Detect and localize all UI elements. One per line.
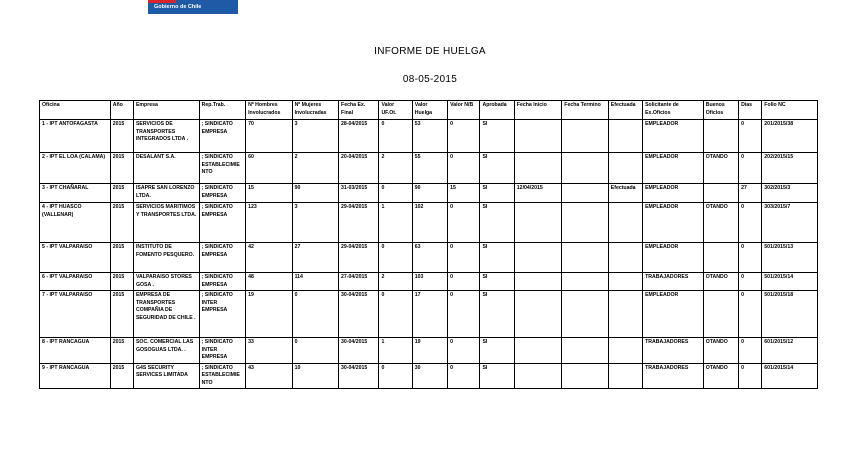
table-cell: TRABAJADORES	[643, 273, 704, 291]
strike-report-table	[39, 100, 818, 389]
table-cell: ; SINDICATO ESTABLECIMIENTO	[199, 153, 245, 184]
table-cell: 103	[412, 273, 447, 291]
col-header: Valor N/B	[448, 101, 480, 120]
logo-red-bar	[148, 0, 176, 3]
table-cell: EMPLEADOR	[643, 203, 704, 243]
table-cell: 601/2015/14	[762, 363, 818, 389]
table-cell	[562, 120, 608, 153]
table-cell: 0	[448, 338, 480, 364]
table-cell: 303/2015/7	[762, 203, 818, 243]
table-cell: 0	[448, 243, 480, 273]
table-cell: 1	[379, 338, 412, 364]
table-cell: 2015	[110, 273, 133, 291]
table-cell: 27	[739, 184, 762, 203]
table-cell: 0	[292, 338, 338, 364]
table-cell: 2	[379, 273, 412, 291]
table-cell: 501/2015/13	[762, 243, 818, 273]
table-cell: 15	[448, 184, 480, 203]
table-cell: SERVICIOS DE TRANSPORTES INTEGRADOS LTDA .	[133, 120, 199, 153]
table-cell: EMPLEADOR	[643, 184, 704, 203]
table-cell	[562, 363, 608, 389]
table-cell: ; SINDICATO EMPRESA	[199, 243, 245, 273]
table-cell: 0	[448, 153, 480, 184]
table-cell: 302/2015/3	[762, 184, 818, 203]
table-cell: 2015	[110, 363, 133, 389]
table-cell: ; SINDICATO EMPRESA	[199, 273, 245, 291]
table-cell: 4 - IPT HUASCO (VALLENAR)	[40, 203, 111, 243]
table-cell: 63	[412, 243, 447, 273]
table-cell: ; SINDICATO EMPRESA	[199, 203, 245, 243]
table-cell: SOC. COMERCIAL LAS GOSOGUAS LTDA. .	[133, 338, 199, 364]
table-cell: 30-04/2015	[339, 363, 379, 389]
table-cell: OTANDO	[703, 153, 738, 184]
table-cell: 2015	[110, 153, 133, 184]
table-cell	[562, 243, 608, 273]
table-cell	[514, 291, 561, 338]
table-cell: 19	[246, 291, 292, 338]
table-cell: 6 - IPT VALPARAISO	[40, 273, 111, 291]
table-cell: 0	[739, 120, 762, 153]
table-cell: SI	[480, 243, 514, 273]
table-cell	[562, 184, 608, 203]
table-row	[40, 273, 818, 291]
col-header: Oficina	[40, 101, 111, 120]
col-header: Nº Hombres Involucrados	[246, 101, 292, 120]
table-cell	[703, 184, 738, 203]
table-cell	[562, 203, 608, 243]
table-cell: 0	[379, 184, 412, 203]
table-cell: 15	[246, 184, 292, 203]
table-row	[40, 120, 818, 153]
table-cell: 501/2015/18	[762, 291, 818, 338]
table-cell: 2015	[110, 291, 133, 338]
table-cell	[562, 273, 608, 291]
table-cell	[608, 203, 642, 243]
table-cell: 2015	[110, 120, 133, 153]
table-cell: TRABAJADORES	[643, 338, 704, 364]
table-cell: 31-03/2015	[339, 184, 379, 203]
table-row	[40, 363, 818, 389]
table-cell: ; SINDICATO EMPRESA	[199, 120, 245, 153]
table-cell: 48	[246, 273, 292, 291]
table-cell: 2015	[110, 203, 133, 243]
table-cell	[514, 363, 561, 389]
table-cell: 43	[246, 363, 292, 389]
table-cell: 29-04/2015	[339, 243, 379, 273]
table-cell: 0	[739, 338, 762, 364]
table-cell	[703, 243, 738, 273]
table-cell: ISAPRE SAN LORENZO LTDA.	[133, 184, 199, 203]
col-header: Días	[739, 101, 762, 120]
table-cell: 2015	[110, 184, 133, 203]
table-cell	[608, 291, 642, 338]
table-cell: EMPLEADOR	[643, 120, 704, 153]
table-cell: 90	[292, 184, 338, 203]
table-cell: 20-04/2015	[339, 153, 379, 184]
table-cell: ; SINDICATO INTER EMPRESA	[199, 291, 245, 338]
table-cell	[608, 338, 642, 364]
col-header: Solicitante de Ex.Oficios	[643, 101, 704, 120]
table-cell: OTANDO	[703, 363, 738, 389]
col-header: Efectuada	[608, 101, 642, 120]
table-cell: 0	[448, 273, 480, 291]
table-cell: 1	[379, 203, 412, 243]
table-cell	[514, 153, 561, 184]
table-cell: 0	[379, 120, 412, 153]
table-cell: 19	[412, 338, 447, 364]
table-cell: 55	[412, 153, 447, 184]
col-header: Fecha Inicio	[514, 101, 561, 120]
table-cell: 30	[412, 363, 447, 389]
table-cell: 2015	[110, 338, 133, 364]
table-cell	[562, 153, 608, 184]
table-cell: 0	[379, 363, 412, 389]
table-cell: 0	[739, 273, 762, 291]
table-cell: 202/2015/15	[762, 153, 818, 184]
table-cell	[514, 243, 561, 273]
table-cell: 201/2015/38	[762, 120, 818, 153]
table-cell: 501/2015/14	[762, 273, 818, 291]
table-cell: 0	[739, 203, 762, 243]
table-cell	[562, 291, 608, 338]
table-cell: 9 - IPT RANCAGUA	[40, 363, 111, 389]
table-cell: EMPLEADOR	[643, 153, 704, 184]
table-cell	[514, 120, 561, 153]
table-cell: 2	[292, 153, 338, 184]
col-header: Rep.Trab.	[199, 101, 245, 120]
table-cell	[703, 120, 738, 153]
table-cell: 53	[412, 120, 447, 153]
table-cell: SI	[480, 153, 514, 184]
col-header: Valor UF.Ot.	[379, 101, 412, 120]
table-cell: DESALANT S.A.	[133, 153, 199, 184]
gobierno-logo	[148, 0, 238, 14]
col-header: Año	[110, 101, 133, 120]
table-cell: 0	[739, 291, 762, 338]
table-cell: SI	[480, 184, 514, 203]
table-cell	[514, 273, 561, 291]
table-row	[40, 153, 818, 184]
table-row	[40, 338, 818, 364]
table-cell: Efectuada	[608, 184, 642, 203]
table-cell: 0	[739, 243, 762, 273]
report-title: INFORME DE HUELGA	[374, 46, 486, 57]
table-cell: SI	[480, 363, 514, 389]
table-cell: 0	[379, 291, 412, 338]
table-cell	[608, 273, 642, 291]
col-header: Valor Huelga	[412, 101, 447, 120]
table-cell	[514, 338, 561, 364]
table-cell: 2 - IPT EL LOA (CALAMA)	[40, 153, 111, 184]
table-cell: 0	[448, 203, 480, 243]
table-cell: ; SINDICATO INTER EMPRESA	[199, 338, 245, 364]
table-cell: 42	[246, 243, 292, 273]
report-date: 08-05-2015	[402, 74, 458, 85]
table-cell: 2015	[110, 243, 133, 273]
table-cell	[562, 338, 608, 364]
table-cell: 0	[448, 363, 480, 389]
table-cell: 60	[246, 153, 292, 184]
table-cell: ; SINDICATO EMPRESA	[199, 184, 245, 203]
table-row	[40, 243, 818, 273]
table-cell: 0	[739, 153, 762, 184]
table-cell: 1 - IPT ANTOFAGASTA	[40, 120, 111, 153]
table-cell: 90	[412, 184, 447, 203]
table-cell: SI	[480, 120, 514, 153]
table-cell: SI	[480, 338, 514, 364]
table-cell: EMPLEADOR	[643, 243, 704, 273]
table-cell: SI	[480, 291, 514, 338]
table-cell: 17	[412, 291, 447, 338]
table-cell: 30-04/2015	[339, 291, 379, 338]
col-header: Folio NC	[762, 101, 818, 120]
table-cell: 0	[448, 120, 480, 153]
col-header: Nº Mujeres Involucradas	[292, 101, 338, 120]
table-row	[40, 291, 818, 338]
table-cell: 0	[739, 363, 762, 389]
table-cell	[608, 120, 642, 153]
table-cell	[608, 153, 642, 184]
table-cell: 33	[246, 338, 292, 364]
table-cell: 10	[292, 363, 338, 389]
table-cell: 601/2015/12	[762, 338, 818, 364]
col-header: Fecha Termino	[562, 101, 608, 120]
table-cell: 7 - IPT VALPARAISO	[40, 291, 111, 338]
table-cell: 28-04/2015	[339, 120, 379, 153]
table-cell: 3 - IPT CHAÑARAL	[40, 184, 111, 203]
table-cell: 12/04/2015	[514, 184, 561, 203]
table-cell: 29-04/2015	[339, 203, 379, 243]
table-cell: 70	[246, 120, 292, 153]
table-cell: 0	[379, 243, 412, 273]
table-cell: 27	[292, 243, 338, 273]
table-cell: 102	[412, 203, 447, 243]
table-cell: OTANDO	[703, 273, 738, 291]
table-cell: 123	[246, 203, 292, 243]
table-cell: SERVICIOS MARITIMOS Y TRANSPORTES LTDA.	[133, 203, 199, 243]
table-cell: 0	[292, 291, 338, 338]
table-row	[40, 184, 818, 203]
table-cell: ; SINDICATO ESTABLECIMIENTO	[199, 363, 245, 389]
table-cell: SI	[480, 203, 514, 243]
table-cell: INSTITUTO DE FOMENTO PESQUERO.	[133, 243, 199, 273]
col-header: Buenos Oficios	[703, 101, 738, 120]
table-cell: 2	[379, 153, 412, 184]
table-cell	[608, 243, 642, 273]
table-cell: OTANDO	[703, 203, 738, 243]
table-cell: 5 - IPT VALPARAISO	[40, 243, 111, 273]
table-cell: TRABAJADORES	[643, 363, 704, 389]
table-cell	[608, 363, 642, 389]
table-cell: EMPRESA DE TRANSPORTES COMPAÑIA DE SEGURIDAD DE CHILE .	[133, 291, 199, 338]
table-cell: VALPARAISO STORES GOSA .	[133, 273, 199, 291]
table-cell: 0	[448, 291, 480, 338]
table-cell: SI	[480, 273, 514, 291]
col-header: Empresa	[133, 101, 199, 120]
table-row	[40, 203, 818, 243]
table-cell: 27-04/2015	[339, 273, 379, 291]
col-header: Fecha Ex. Final	[339, 101, 379, 120]
logo-text: Gobierno de Chile	[154, 4, 202, 10]
table-cell	[703, 291, 738, 338]
table-cell: G4S SECURITY SERVICES LIMITADA	[133, 363, 199, 389]
table-cell	[514, 203, 561, 243]
col-header: Aprobada	[480, 101, 514, 120]
table-cell: 114	[292, 273, 338, 291]
table-cell: EMPLEADOR	[643, 291, 704, 338]
table-cell: 3	[292, 203, 338, 243]
table-cell: 8 - IPT RANCAGUA	[40, 338, 111, 364]
table-cell: 30-04/2015	[339, 338, 379, 364]
table-cell: OTANDO	[703, 338, 738, 364]
header-row	[40, 101, 818, 120]
table-cell: 3	[292, 120, 338, 153]
